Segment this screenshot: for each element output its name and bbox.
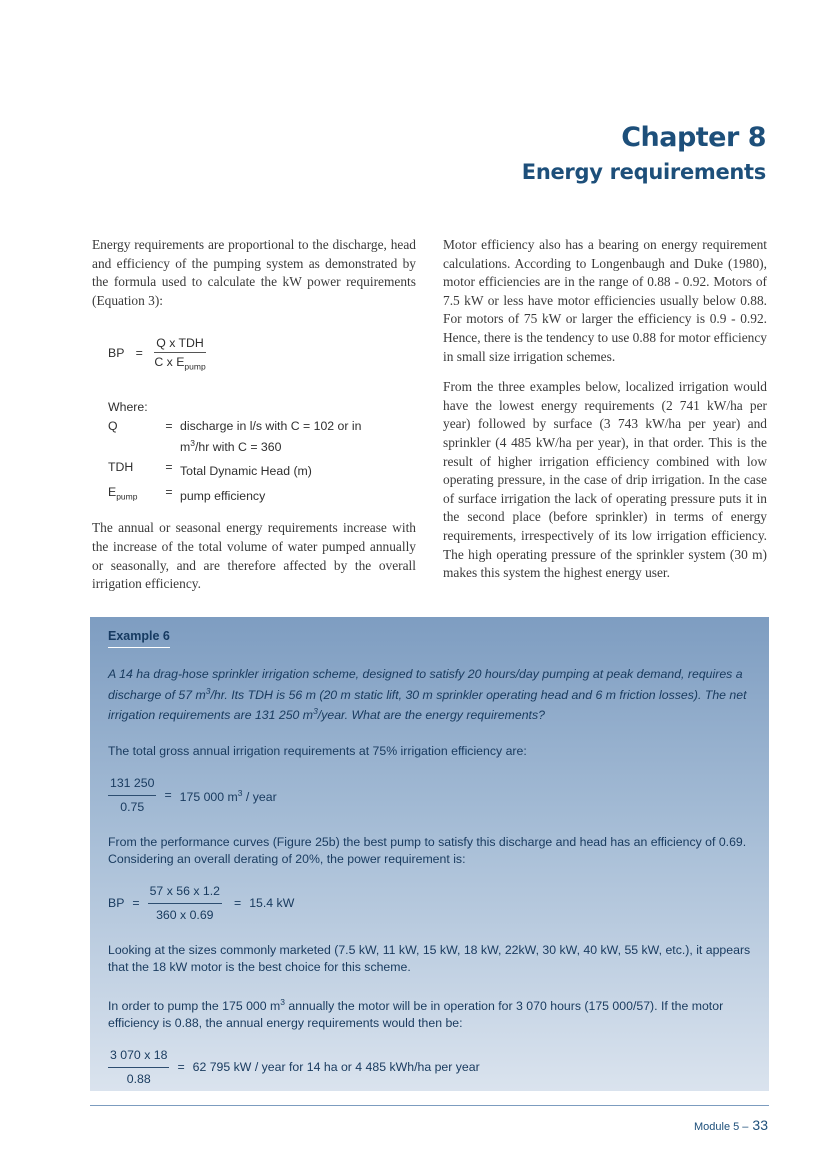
chapter-title: Energy requirements	[521, 160, 766, 184]
f1-numerator: 131 250	[108, 775, 156, 796]
where-definitions	[108, 400, 416, 505]
example-label: Example 6	[108, 629, 170, 648]
where-row-tdh: TDH = Total Dynamic Head (m)	[108, 460, 312, 479]
equation-3	[108, 336, 416, 384]
f2-result: 15.4 kW	[249, 895, 295, 910]
formula-lhs: BP	[108, 346, 125, 361]
example-step-4: In order to pump the 175 000 $m^3$ annually the motor will be in operation for 3 070 hours (175 000/57). If the motor efficiency is 0.88, the annual energy requirements would then be:	[108, 997, 724, 1030]
footer-divider	[90, 1105, 769, 1106]
f2-denominator: 360 x 0.69	[156, 907, 214, 922]
where-row-epump: $E_{pump}$ = pump efficiency	[108, 484, 266, 504]
f1-denominator: 0.75	[120, 799, 145, 814]
f3-result: 62 795 kW / year for 14 ha or 4 485 kWh/ha per year	[192, 1060, 480, 1075]
example-formula-3: $\frac{3 070 x 18}{0.88}$ = 62 795 kW / year for 14 ha or 4 485 kWh/ha per year	[110, 1048, 480, 1086]
module-label: Module 5 –	[693, 1121, 749, 1133]
f1-result: 175 000 $m^3$ / year	[179, 787, 277, 804]
example-step-2: From the performance curves (Figure 25b) the best pump to satisfy this discharge and head has an efficiency of 0.69. Considering an overall derating of 20%, the power requirement is:	[108, 835, 747, 866]
left-column	[92, 236, 416, 606]
chapter-number: Chapter 8	[621, 122, 766, 153]
page-footer	[694, 1117, 768, 1135]
where-label: Where:	[108, 400, 148, 415]
seasonal-paragraph: The annual or seasonal energy requirements increase with the increase of the total volume of water pumped annually or seasonally, and are therefore affected by the overall irrigation efficiency.	[92, 520, 416, 592]
formula-numerator: Q x TDH	[154, 336, 206, 353]
example-formula-1: $\frac{131 250}{0.75}$ = 175 000 $m^3$ / year	[110, 776, 277, 814]
example-step-3: Looking at the sizes commonly marketed (7.5 kW, 11 kW, 15 kW, 18 kW, 22kW, 30 kW, 40 kW, 55 kW, etc.), it appears that the 18 kW motor is the best choice for this scheme.	[108, 943, 751, 974]
formula-denominator: C x $E_{pump}$	[154, 355, 206, 372]
page-number: 33	[752, 1117, 768, 1133]
examples-comparison-paragraph: From the three examples below, localized irrigation would have the lowest energy requirements (2 741 kW/ha per year) followed by surface (3 743 kW/ha per year) and sprinkler (4 485 kW/ha per year), in that order. This is the result of higher irrigation efficiency combined with low operating pressure, in the case of drip irrigation. In the case of surface irrigation the lack of operating pressure puts it in the second place (before sprinkler) in terms of energy requirements, irrespectively of its low irrigation efficiency. The high operating pressure of the sprinkler system (30 m) makes this system the highest energy user.	[443, 379, 767, 581]
example-step-1: The total gross annual irrigation requirements at 75% irrigation efficiency are:	[108, 743, 527, 758]
example-question: A 14 ha drag-hose sprinkler irrigation scheme, designed to satisfy 20 hours/day pumping at peak demand, requires a discharge of 57 $m^3/hr$. Its TDH is 56 m (20 m static lift, 30 m sprinkler operating head and 6 m friction losses). The net irrigation requirements are 131 250 $m^3$/year. What are the energy requirements?	[108, 667, 747, 723]
example-formula-2: BP = $\frac{57 x 56 x 1.2}{360 x 0.69}$ = 15.4 kW	[108, 884, 295, 922]
motor-efficiency-paragraph: Motor efficiency also has a bearing on energy requirement calculations. According to Longenbaugh and Duke (1980), motor efficiencies are in the range of 0.88 - 0.92. Motors of 7.5 kW or less have motor efficiencies usually below 0.88. For motors of 75 kW or larger the efficiency is 0.9 - 0.92. Hence, there is the tendency to use 0.88 for motor efficiency in small size irrigation schemes.	[443, 237, 767, 364]
f2-numerator: 57 x 56 x 1.2	[148, 883, 222, 904]
right-column	[443, 236, 767, 595]
example-6-box	[90, 617, 769, 1091]
where-row-q: Q = discharge in l/s with C = 102 or in $m^3/hr$ with C = 360	[108, 419, 362, 455]
f3-denominator: 0.88	[126, 1071, 151, 1086]
formula-equals: =	[135, 346, 143, 361]
intro-paragraph: Energy requirements are proportional to the discharge, head and efficiency of the pumping system as demonstrated by the formula used to calculate the kW power requirements (Equation 3):	[92, 237, 416, 308]
formula-fraction	[154, 336, 206, 371]
f3-numerator: 3 070 x 18	[108, 1047, 169, 1068]
